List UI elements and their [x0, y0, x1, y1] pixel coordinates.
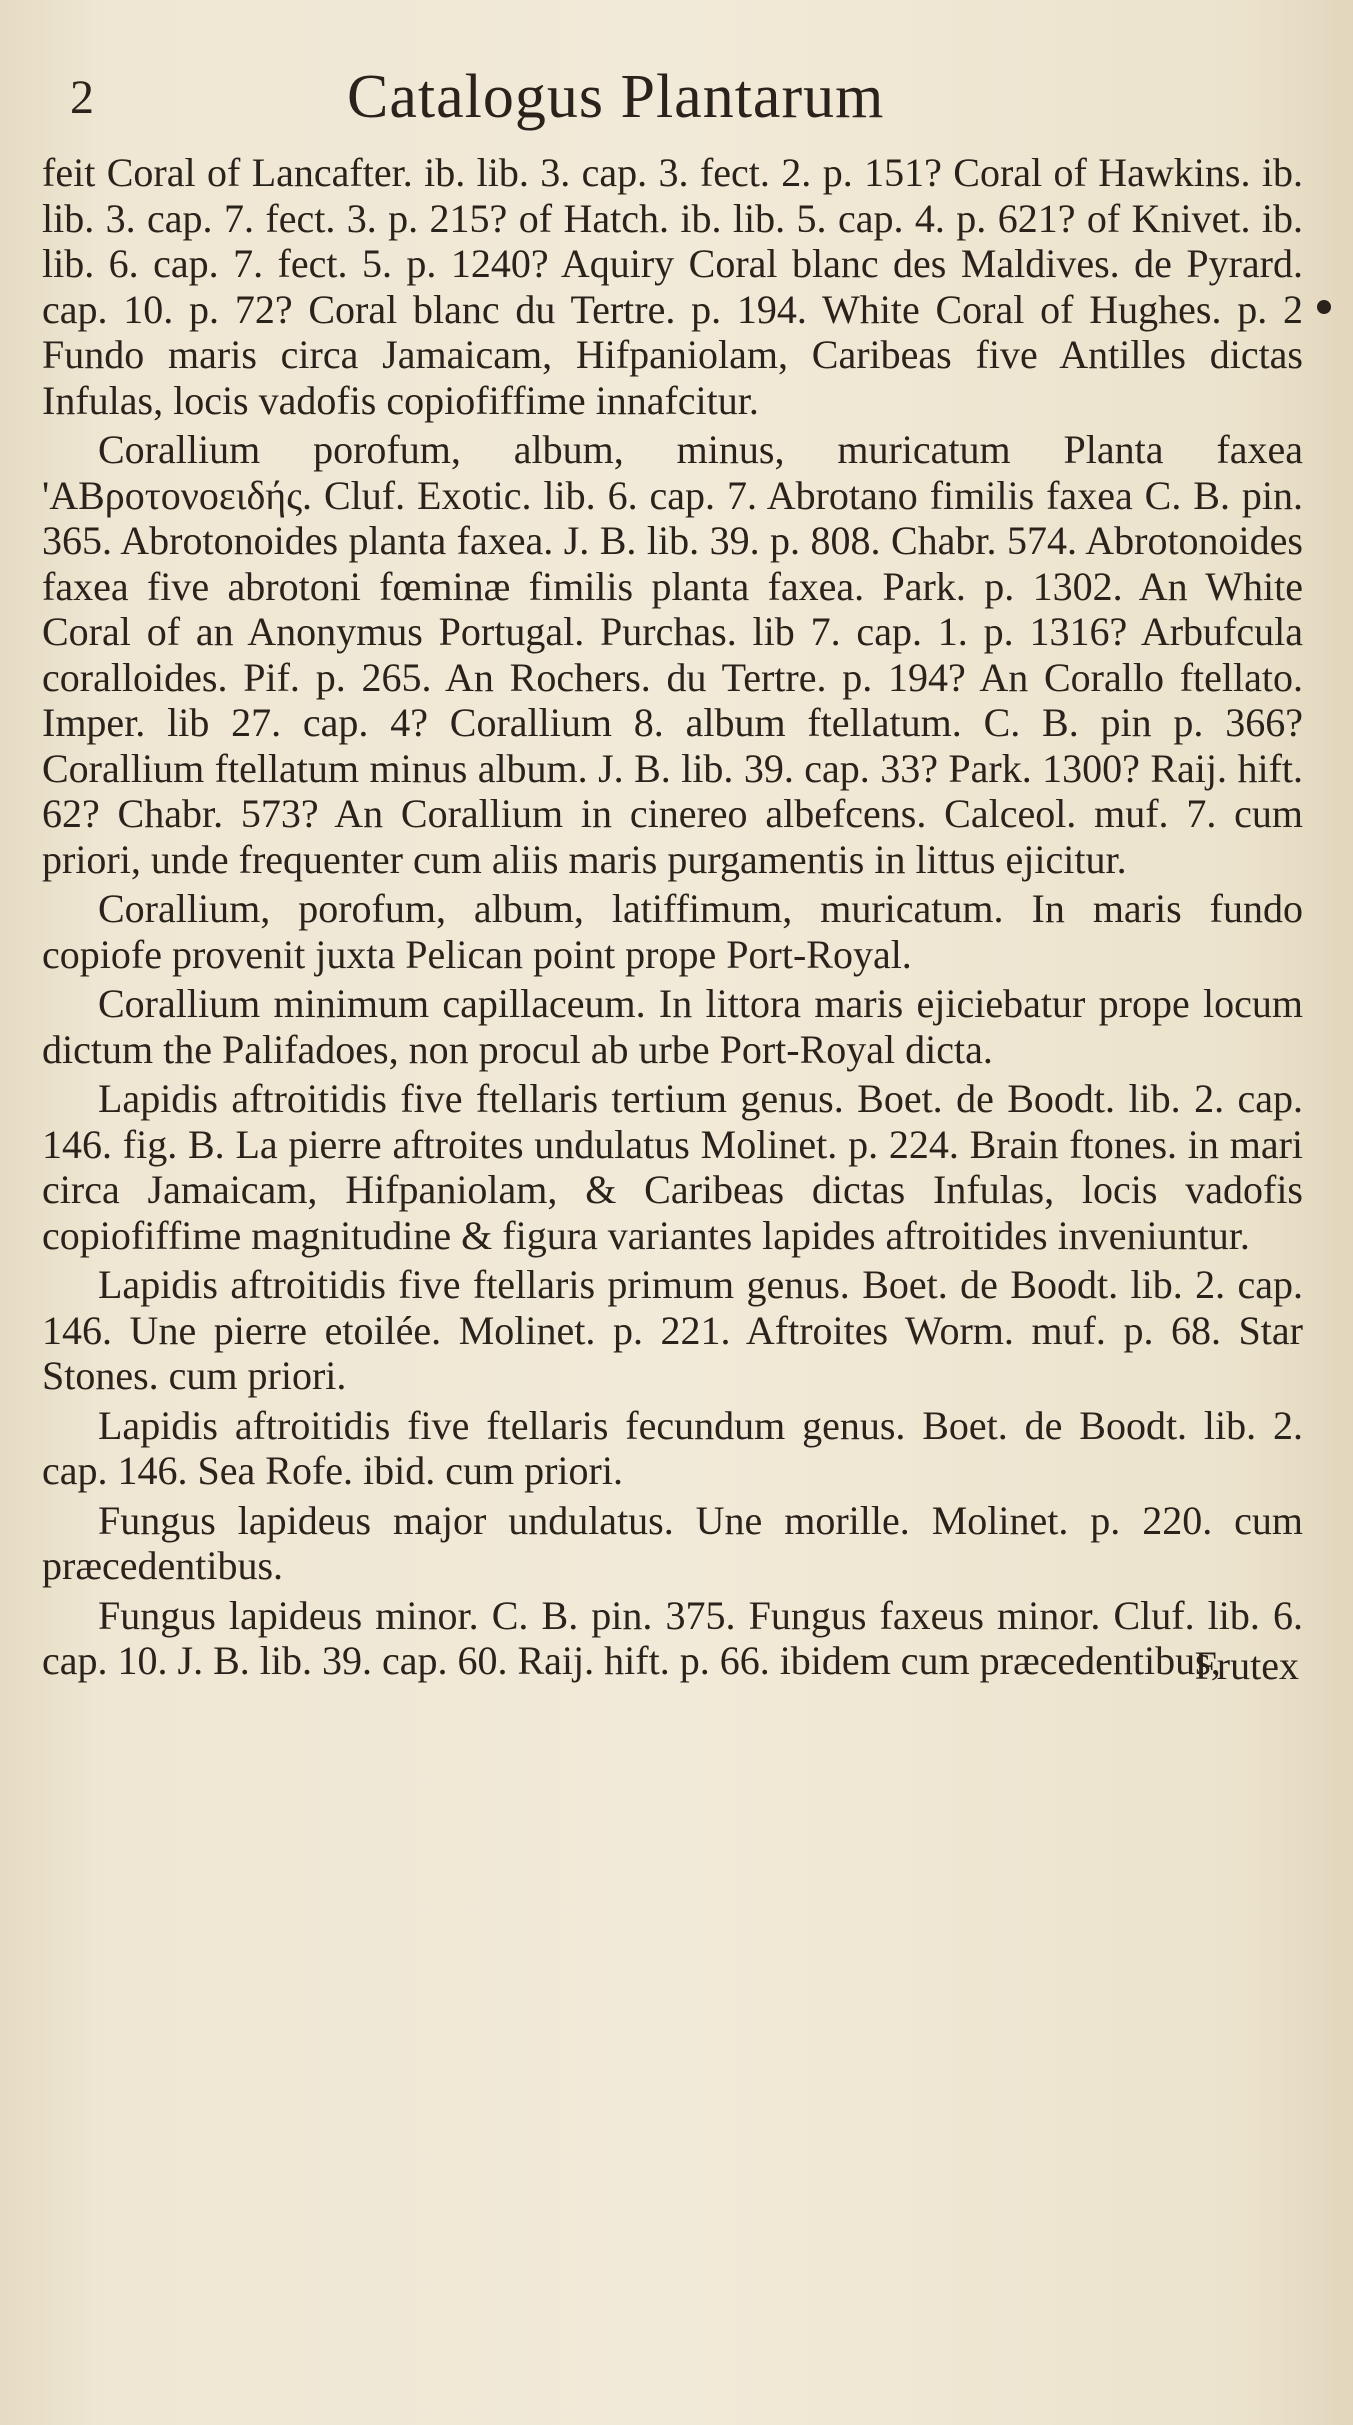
paragraph: Lapidis aftroitidis five ftellaris fecundum genus. Boet. de Boodt. lib. 2. cap. 146. Sea Rofe. ibid. cum priori.: [42, 1402, 1303, 1493]
body-text: [42, 150, 1303, 1688]
paragraph: feit Coral of Lancafter. ib. lib. 3. cap. 3. fect. 2. p. 151? Coral of Hawkins. ib. lib. 3. cap. 7. fect. 3. p. 215? of Hatch. ib. lib. 5. cap. 4. p. 621? of Knivet. ib. lib. 6. cap. 7. fect. 5. p. 1240? Aquiry Coral blanc des Maldives. de Pyrard. cap. 10. p. 72? Coral blanc du Tertre. p. 194. White Coral of Hughes. p. 2 Fundo maris circa Jamaicam, Hifpaniolam, Caribeas five Antilles dictas Infulas, locis vadofis copiofiffime innafcitur.: [42, 150, 1303, 423]
running-head: Catalogus Plantarum: [347, 63, 885, 131]
paragraph: Lapidis aftroitidis five ftellaris primum genus. Boet. de Boodt. lib. 2. cap. 146. Une pierre etoilée. Molinet. p. 221. Aftroites Worm. muf. p. 68. Star Stones. cum priori.: [42, 1262, 1303, 1398]
paragraph: Corallium minimum capillaceum. In littora maris ejiciebatur prope locum dictum the Palifadoes, non procul ab urbe Port-Royal dicta.: [42, 981, 1303, 1072]
paragraph: Corallium, porofum, album, latiffimum, muricatum. In maris fundo copiofe provenit juxta Pelican point prope Port-Royal.: [42, 886, 1303, 977]
ink-speck: [1317, 300, 1331, 314]
paragraph: Fungus lapideus minor. C. B. pin. 375. Fungus faxeus minor. Cluf. lib. 6. cap. 10. J. B. lib. 39. cap. 60. Raij. hift. p. 66. ibidem cum præcedentibus,: [42, 1592, 1303, 1683]
paragraph: Fungus lapideus major undulatus. Une morille. Molinet. p. 220. cum præcedentibus.: [42, 1497, 1303, 1588]
catchword: Frutex: [1194, 1642, 1299, 1688]
paragraph: Lapidis aftroitidis five ftellaris tertium genus. Boet. de Boodt. lib. 2. cap. 146. fig. B. La pierre aftroites undulatus Molinet. p. 224. Brain ftones. in mari circa Jamaicam, Hifpaniolam, & Caribeas dictas Infulas, locis vadofis copiofiffime magnitudine & figura variantes lapides aftroitides inveniuntur.: [42, 1076, 1303, 1258]
paragraph: Corallium porofum, album, minus, muricatum Planta faxea 'ΑΒροτονοειδής. Cluf. Exotic. lib. 6. cap. 7. Abrotano fimilis faxea C. B. pin. 365. Abrotonoides planta faxea. J. B. lib. 39. p. 808. Chabr. 574. Abrotonoides faxea five abrotoni fœminæ fimilis planta faxea. Park. p. 1302. An White Coral of an Anonymus Portugal. Purchas. lib 7. cap. 1. p. 1316? Arbufcula coralloides. Pif. p. 265. An Rochers. du Tertre. p. 194? An Corallo ftellato. Imper. lib 27. cap. 4? Corallium 8. album ftellatum. C. B. pin p. 366? Corallium ftellatum minus album. J. B. lib. 39. cap. 33? Park. 1300? Raij. hift. 62? Chabr. 573? An Corallium in cinereo albefcens. Calceol. muf. 7. cum priori, unde frequenter cum aliis maris purgamentis in littus ejicitur.: [42, 427, 1303, 882]
page-header: [42, 40, 1303, 150]
page-number: 2: [70, 71, 94, 124]
